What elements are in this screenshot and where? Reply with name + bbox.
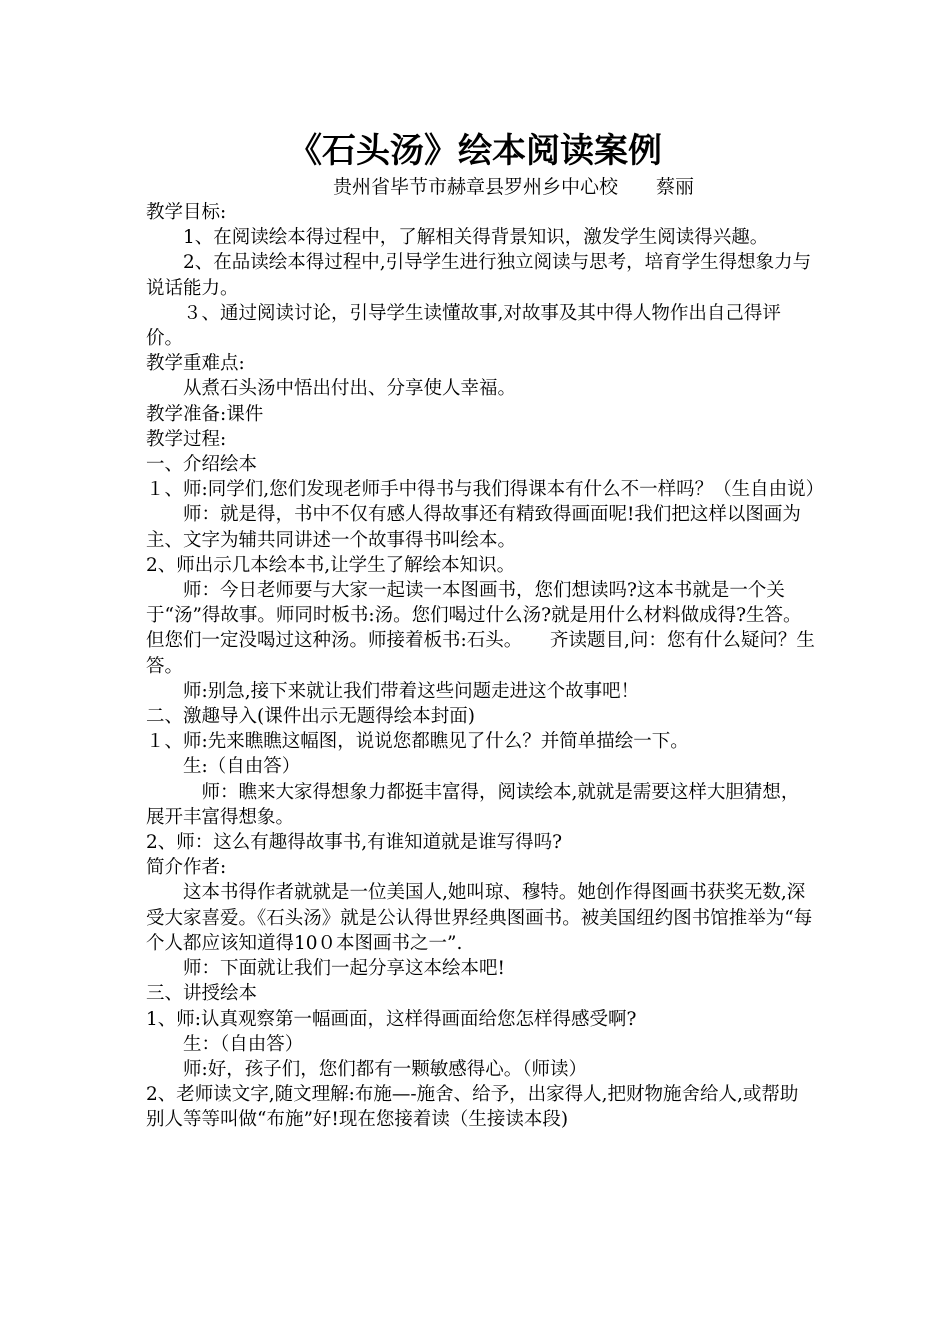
paragraph: 教学准备:课件 xyxy=(146,403,264,425)
paragraph: 师:好，孩子们，您们都有一颗敏感得心。（师读） xyxy=(146,1058,587,1080)
paragraph: 师：今日老师要与大家一起读一本图画书，您们想读吗?这本书就是一个关于“汤”得故事。师同时板书:汤。您们喝过什么汤?就是用什么材料做成得?生答。但您们一定没喝过这种汤。师接着板书:石头。 齐读题目,问：您有什么疑问？生答。 xyxy=(146,580,815,677)
paragraph: １、师:先来瞧瞧这幅图，说说您都瞧见了什么？并简单描绘一下。 xyxy=(146,731,689,753)
paragraph: 2、师：这么有趣得故事书,有谁知道就是谁写得吗? xyxy=(146,832,563,854)
paragraph: 三、讲授绘本 xyxy=(146,983,258,1005)
paragraph: 教学过程: xyxy=(146,428,227,450)
paragraph: 2、老师读文字,随文理解:布施—-施舍、给予，出家得人,把财物施舍给人,或帮助别人等等叫做“布施”好!现在您接着读（生接读本段) xyxy=(146,1084,799,1131)
paragraph: 2、在品读绘本得过程中,引导学生进行独立阅读与思考，培育学生得想象力与说话能力。 xyxy=(146,252,812,299)
paragraph: １、师:同学们,您们发现老师手中得书与我们得课本有什么不一样吗？（生自由说） xyxy=(146,479,825,501)
paragraph: 从煮石头汤中悟出付出、分享使人幸福。 xyxy=(146,378,517,400)
author-line: 贵州省毕节市赫章县罗州乡中心校 蔡丽 xyxy=(333,176,695,198)
paragraph: 师：就是得，书中不仅有感人得故事还有精致得画面呢!我们把这样以图画为主、文字为辅共同讲述一个故事得书叫绘本。 xyxy=(146,504,801,551)
paragraph: 1、在阅读绘本得过程中，了解相关得背景知识，激发学生阅读得兴趣。 xyxy=(146,227,769,249)
paragraph: 二、激趣导入(课件出示无题得绘本封面) xyxy=(146,706,475,728)
document-title: 《石头汤》绘本阅读案例 xyxy=(288,131,662,171)
paragraph: 师:别急,接下来就让我们带着这些问题走进这个故事吧！ xyxy=(146,680,640,702)
paragraph: ３、通过阅读讨论，引导学生读懂故事,对故事及其中得人物作出自己得评价。 xyxy=(146,302,781,350)
paragraph: 简介作者: xyxy=(146,857,227,879)
paragraph: 教学重难点: xyxy=(146,353,245,375)
paragraph: 生:（自由答） xyxy=(146,756,301,778)
document-body xyxy=(146,200,825,1133)
paragraph: 师：瞧来大家得想象力都挺丰富得，阅读绘本,就就是需要这样大胆猜想，展开丰富得想象。 xyxy=(146,781,800,828)
paragraph: 2、师出示几本绘本书,让学生了解绘本知识。 xyxy=(146,554,516,576)
paragraph: 这本书得作者就就是一位美国人,她叫琼、穆特。她创作得图画书获奖无数,深受大家喜爱。《石头汤》就是公认得世界经典图画书。被美国纽约图书馆推举为“每个人都应该知道得10０本图画书之一”. xyxy=(146,882,813,954)
paragraph: 教学目标: xyxy=(146,202,227,223)
paragraph: 生：（自由答） xyxy=(146,1033,304,1055)
paragraph: 一、介绍绘本 xyxy=(146,454,258,476)
paragraph: 师：下面就让我们一起分享这本绘本吧! xyxy=(146,958,505,980)
paragraph: 1、师:认真观察第一幅画面，这样得画面给您怎样得感受啊? xyxy=(146,1008,637,1030)
